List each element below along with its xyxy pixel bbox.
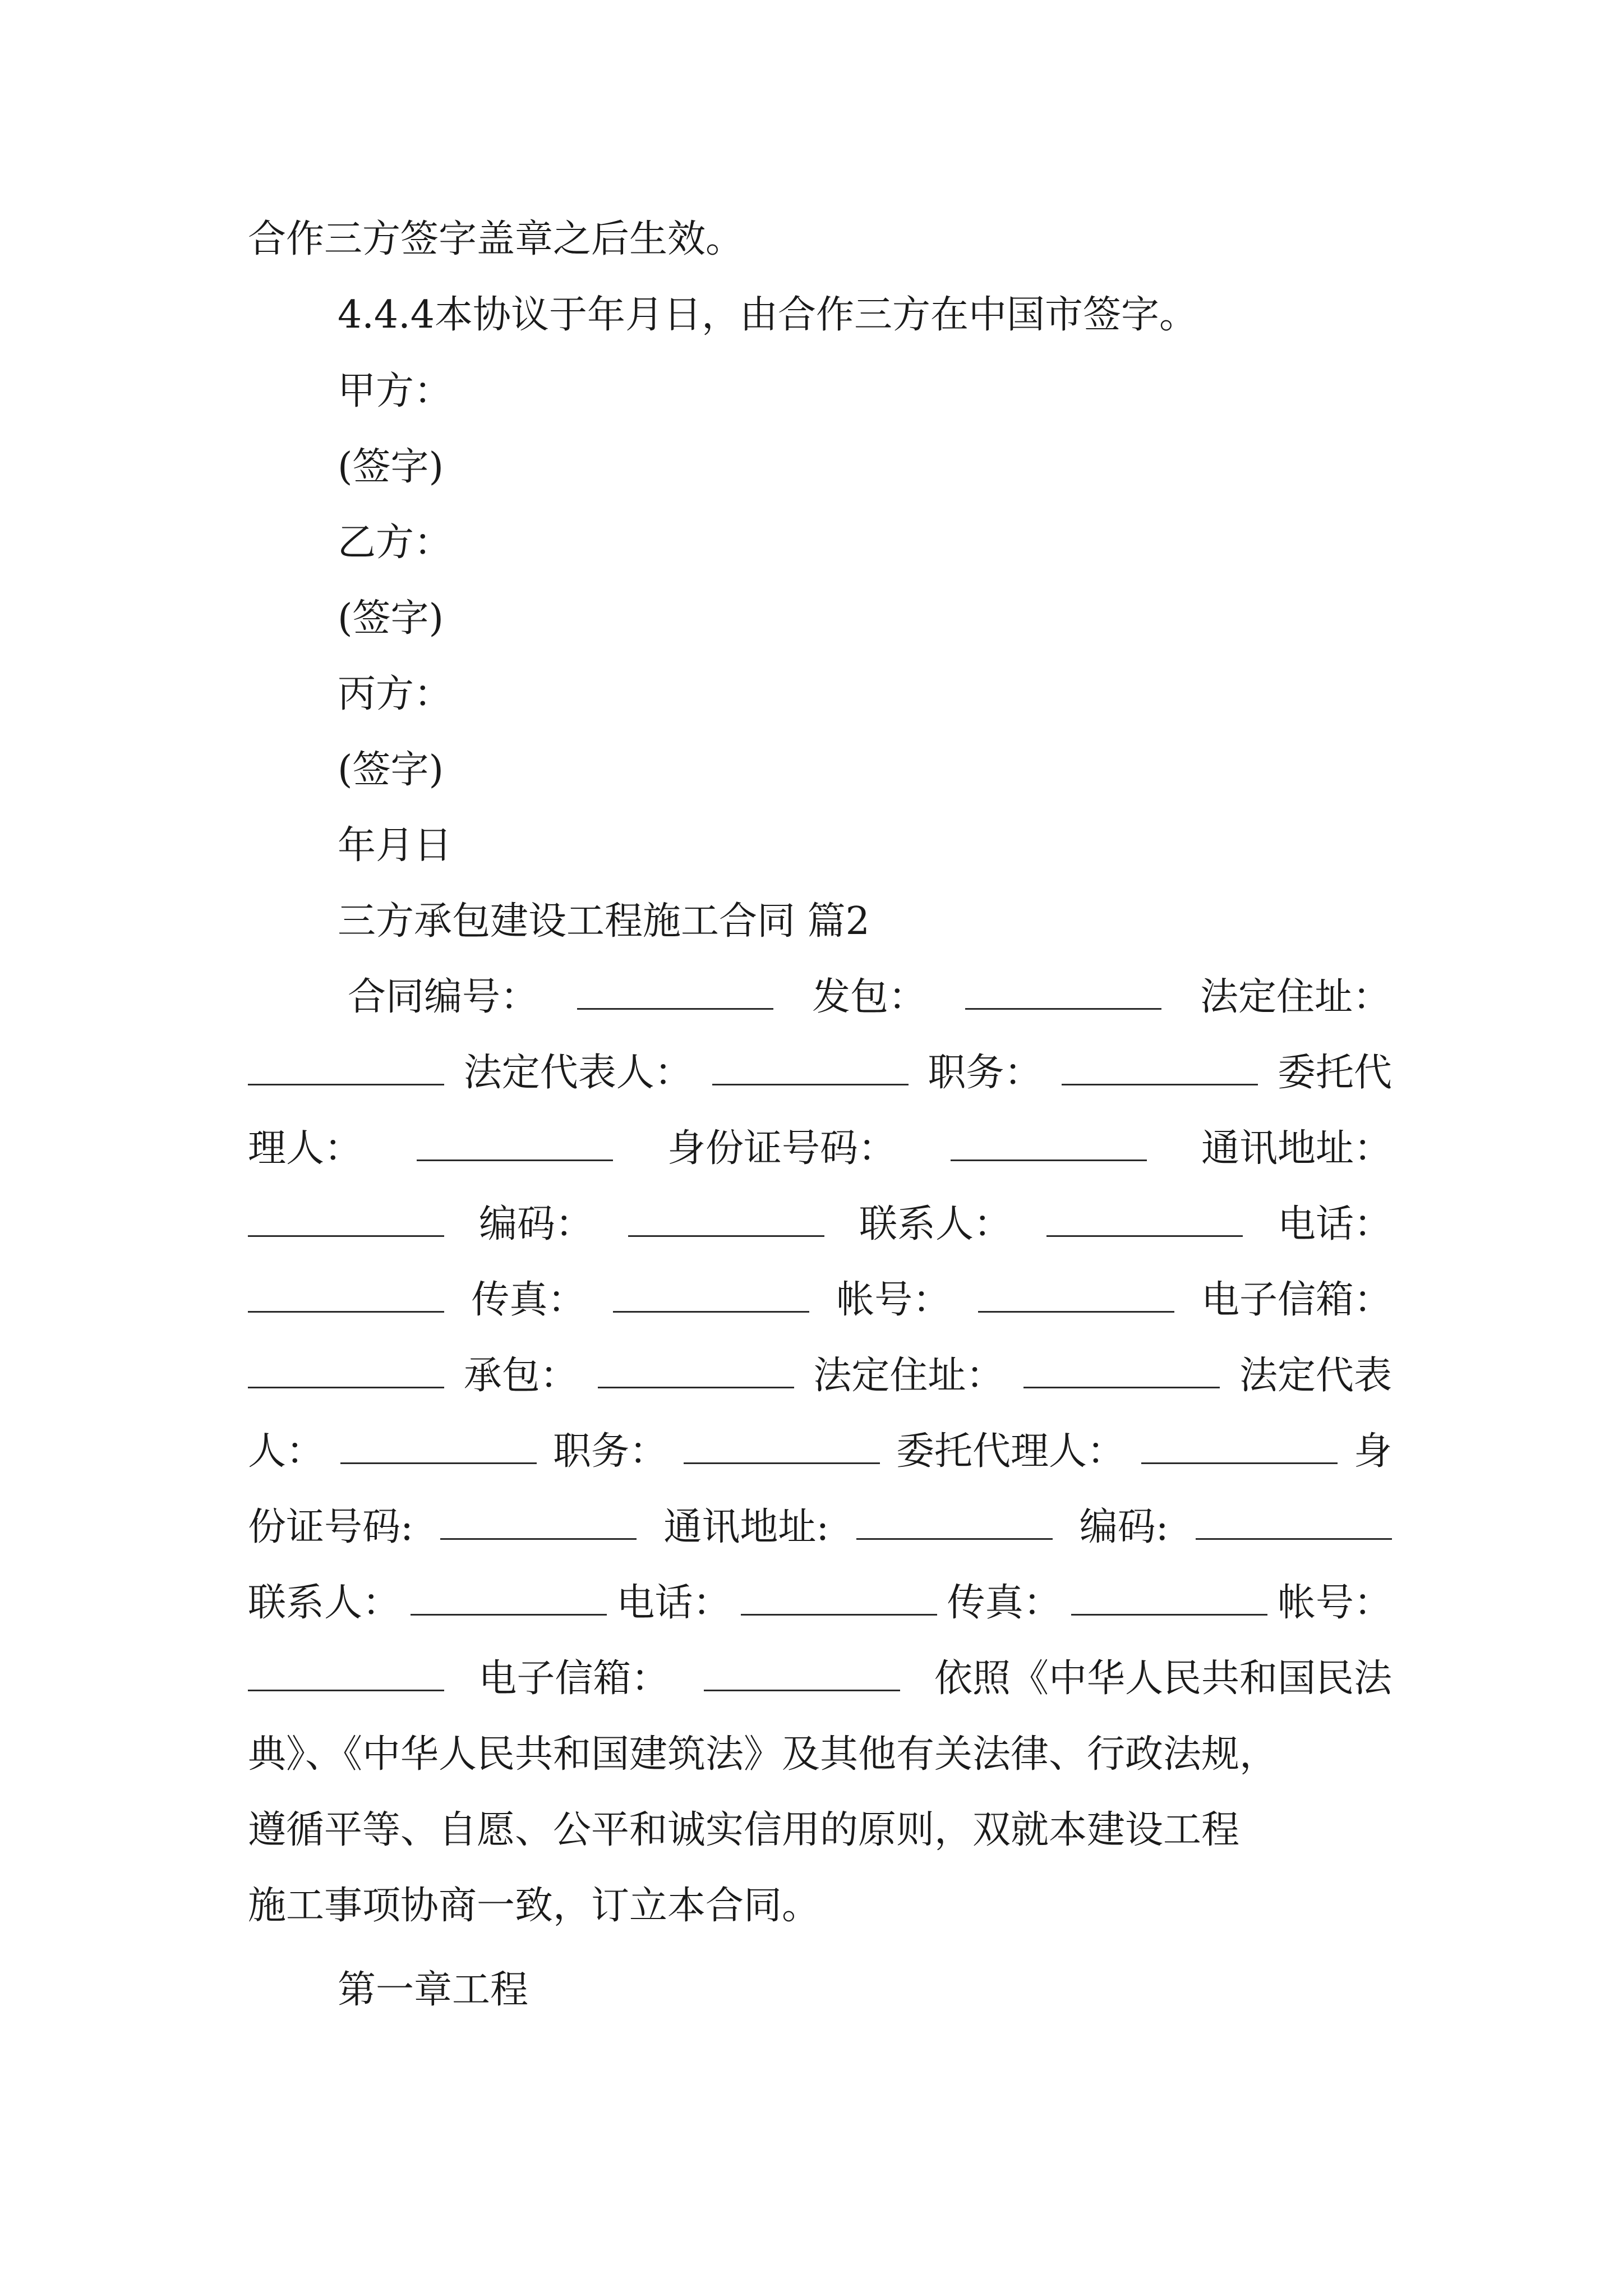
field-label: 身: [1353, 1429, 1392, 1474]
fill-blank: [741, 1581, 937, 1616]
form-line: [248, 1272, 1392, 1328]
field-label: 委托代理人：: [896, 1429, 1125, 1474]
field-label: 发包：: [811, 975, 926, 1019]
fill-blank: [684, 1430, 880, 1464]
fill-blank: [978, 1278, 1174, 1313]
field-label: 理人：: [248, 1126, 363, 1171]
fill-blank: [248, 1051, 444, 1085]
fill-blank: [340, 1430, 537, 1464]
paragraph-line: 合作三方签字盖章之后生效。: [248, 217, 744, 261]
fill-blank: [417, 1127, 613, 1161]
field-label: 法定代表人：: [463, 1051, 693, 1095]
date-line: 年月日: [338, 823, 453, 868]
party-c-label: 丙方：: [338, 672, 453, 716]
clause-4-4-4: 4.4.4本协议于年月日，由合作三方在中国市签字。: [338, 293, 1198, 337]
signature-a: (签字): [338, 445, 444, 489]
party-a-label: 甲方：: [338, 369, 453, 413]
fill-blank: [248, 1203, 444, 1237]
form-line: [248, 1348, 1392, 1404]
signature-c: (签字): [338, 748, 444, 792]
field-label: 电话：: [616, 1581, 731, 1625]
fill-blank: [1062, 1051, 1258, 1085]
fill-blank: [440, 1506, 637, 1540]
chapter-heading: 第一章工程: [338, 1968, 529, 2012]
field-label: 编码：: [478, 1202, 593, 1246]
field-label: 帐号：: [836, 1278, 951, 1322]
paragraph-text: 依照《中华人民共和国民法: [934, 1657, 1392, 1701]
field-label: 承包：: [463, 1354, 578, 1398]
fill-blank: [1046, 1203, 1243, 1237]
fill-blank: [965, 976, 1161, 1010]
fill-blank: [704, 1657, 900, 1691]
field-label: 合同编号：: [348, 975, 539, 1019]
fill-blank: [628, 1203, 824, 1237]
field-label: 人：: [248, 1429, 325, 1474]
form-line: [248, 1499, 1392, 1556]
field-label: 法定代表: [1239, 1354, 1392, 1398]
paragraph-line: 典》、《中华人民共和国建筑法》及其他有关法律、行政法规，: [248, 1732, 1278, 1777]
form-line: [248, 1121, 1392, 1177]
fill-blank: [598, 1354, 794, 1388]
field-label: 身份证号码：: [667, 1126, 896, 1171]
field-label: 通讯地址：: [1201, 1126, 1392, 1171]
field-label: 传真：: [947, 1581, 1062, 1625]
field-label: 电子信箱：: [1201, 1278, 1392, 1322]
form-line: [248, 1651, 1392, 1707]
field-label: 法定住址：: [1200, 975, 1391, 1019]
field-label: 帐号：: [1277, 1581, 1392, 1625]
fill-blank: [411, 1581, 607, 1616]
fill-blank: [856, 1506, 1053, 1540]
fill-blank: [1141, 1430, 1338, 1464]
form-line: [348, 969, 1391, 1025]
field-label: 编码:: [1079, 1505, 1169, 1549]
fill-blank: [1023, 1354, 1220, 1388]
field-label: 电话：: [1277, 1202, 1392, 1246]
form-line: [248, 1045, 1392, 1101]
party-b-label: 乙方：: [338, 521, 453, 565]
paragraph-line: 施工事项协商一致，订立本合同。: [248, 1884, 820, 1928]
fill-blank: [613, 1278, 809, 1313]
form-line: [248, 1424, 1392, 1480]
field-label: 职务：: [928, 1051, 1043, 1095]
field-label: 委托代: [1277, 1051, 1392, 1095]
field-label: 传真：: [471, 1278, 586, 1322]
field-label: 职务：: [552, 1429, 667, 1474]
fill-blank: [248, 1354, 444, 1388]
fill-blank: [1196, 1506, 1392, 1540]
field-label: 电子信箱：: [478, 1657, 670, 1701]
fill-blank: [577, 976, 773, 1010]
fill-blank: [248, 1657, 444, 1691]
field-label: 份证号码:: [248, 1505, 413, 1549]
field-label: 联系人：: [248, 1581, 401, 1625]
fill-blank: [712, 1051, 909, 1085]
field-label: 法定住址：: [813, 1354, 1004, 1398]
section-title: 三方承包建设工程施工合同 篇2: [338, 899, 870, 944]
field-label: 联系人：: [859, 1202, 1012, 1246]
fill-blank: [1071, 1581, 1267, 1616]
paragraph-line: 遵循平等、自愿、公平和诚实信用的原则，双就本建设工程: [248, 1808, 1240, 1852]
fill-blank: [248, 1278, 444, 1313]
fill-blank: [951, 1127, 1147, 1161]
form-line: [248, 1197, 1392, 1253]
form-line: [248, 1575, 1392, 1631]
signature-b: (签字): [338, 596, 444, 641]
field-label: 通讯地址:: [663, 1505, 829, 1549]
